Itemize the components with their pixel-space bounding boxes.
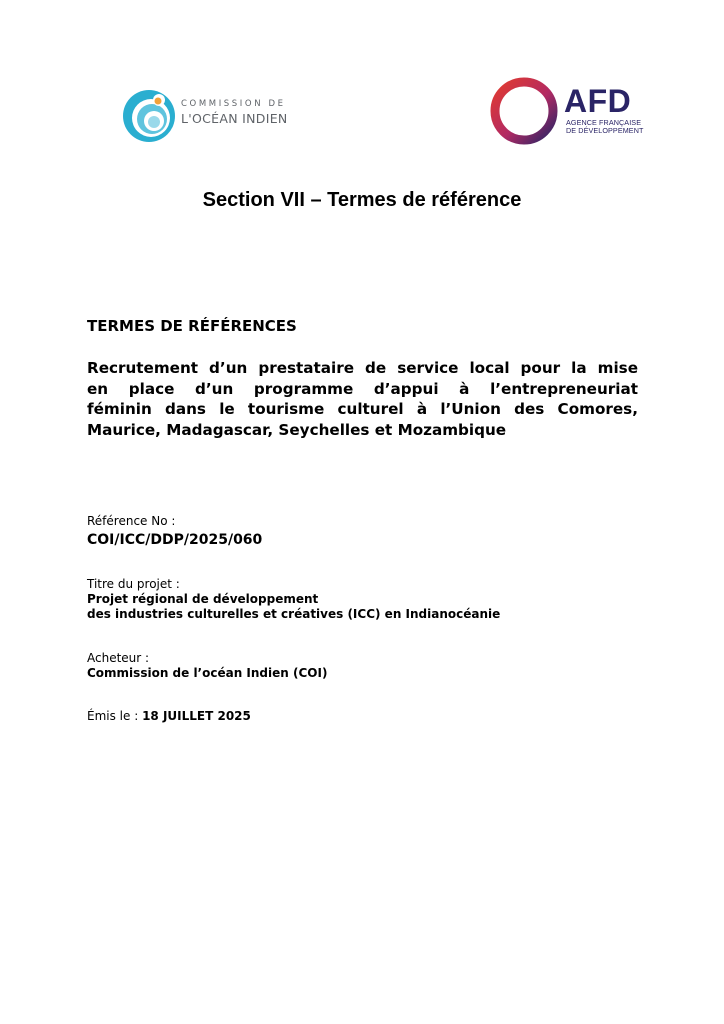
- afd-logo-sub-line2: DE DÉVELOPPEMENT: [566, 126, 644, 136]
- project-title-line2: des industries culturelles et créatives (ICC) en Indianocéanie: [87, 607, 501, 621]
- reference-label: Référence No :: [87, 514, 176, 528]
- afd-logo-subtitle: [566, 119, 644, 136]
- coi-logo: [121, 82, 291, 148]
- afd-logo: [482, 71, 668, 151]
- coi-logo-line2: L'OCÉAN INDIEN: [181, 110, 288, 126]
- buyer-name: Commission de l’océan Indien (COI): [87, 666, 328, 680]
- document-object: [87, 358, 638, 440]
- buyer-label: Acheteur :: [87, 651, 150, 665]
- reference-number: COI/ICC/DDP/2025/060: [87, 532, 263, 548]
- object-line: Recrutement d’un prestataire de service local pour la mise: [87, 359, 638, 377]
- issue-date: 18 JUILLET 2025: [142, 709, 251, 723]
- afd-logo-name: AFD: [564, 83, 632, 119]
- project-block: [87, 577, 500, 622]
- object-line: en place d’un programme d’appui à l’entrepreneuriat: [87, 379, 638, 398]
- coi-logo-text: [181, 100, 288, 125]
- object-line: féminin dans le tourisme culturel à l’Union des Comores,: [87, 400, 638, 418]
- project-title-line1: Projet régional de développement: [87, 592, 319, 606]
- section-title: Section VII – Termes de référence: [202, 189, 522, 211]
- issue-date-label: Émis le :: [87, 709, 143, 723]
- buyer-block: [87, 651, 327, 681]
- object-line: Maurice, Madagascar, Seychelles et Mozambique: [87, 420, 507, 439]
- afd-logo-sub-line1: AGENCE FRANÇAISE: [566, 118, 642, 127]
- reference-block: [87, 514, 262, 550]
- afd-ring-icon: [488, 75, 560, 147]
- issue-date-block: [87, 709, 251, 723]
- document-heading: TERMES DE RÉFÉRENCES: [87, 317, 297, 335]
- coi-logo-icon: [121, 88, 177, 144]
- project-label: Titre du projet :: [87, 577, 180, 591]
- coi-logo-line1: COMMISSION DE: [181, 99, 286, 109]
